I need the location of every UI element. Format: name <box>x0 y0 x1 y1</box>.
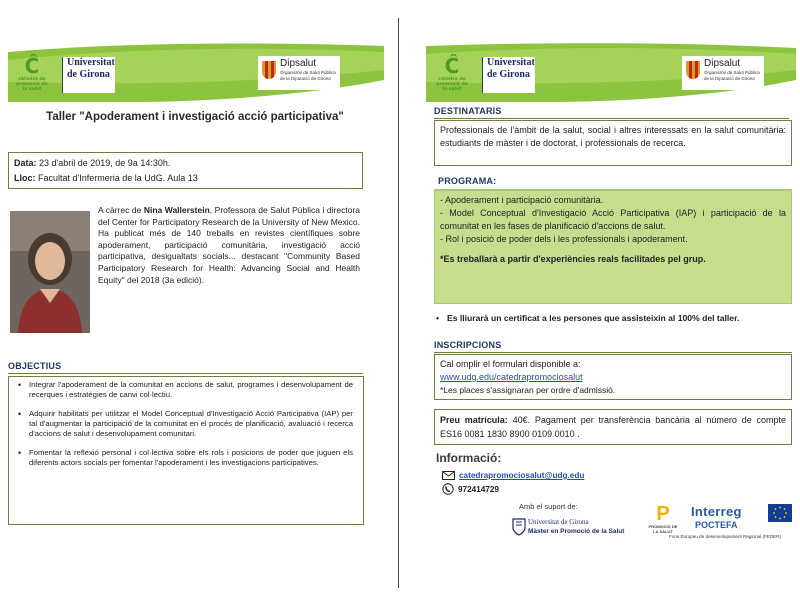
phone-contact <box>442 483 499 495</box>
inscripcions-heading: INSCRIPCIONS <box>434 340 792 353</box>
email-contact <box>442 470 584 481</box>
udg-logo: Universitat de Girona <box>482 57 535 93</box>
page-divider <box>398 18 399 588</box>
list-item: • Adquirir habilitats per utilitzar el Model Conceptual d'Investigació Acció Participativa (IAP) per tal d'augmentar la participació de la comunitat en el procés de planificació, avaluació i recerca d'accions de salut i desenvolupament comunitari. <box>29 409 353 439</box>
list-item: - Apoderament i participació comunitària. <box>440 195 604 205</box>
programa-heading: PROGRAMA: <box>434 176 792 190</box>
destinataris-heading: DESTINATARIS <box>434 106 789 119</box>
informacio-heading: Informació: <box>436 451 502 465</box>
workshop-title: Taller "Apoderament i investigació acció participativa" <box>46 111 344 123</box>
speaker-name: Nina Wallerstein <box>143 205 210 215</box>
catedra-logo: Ĉ càtedra de promoció de la salut <box>16 54 48 92</box>
header-banner <box>426 40 796 102</box>
udg-crest-icon <box>512 518 526 536</box>
phone-number: 972414729 <box>458 484 499 494</box>
date-place-box <box>8 152 363 189</box>
header-banner <box>8 40 384 102</box>
speaker-bio: A càrrec de Nina Wallerstein, Professora de Salut Pública i directora del Center for Participatory Research de la University of New Mexico. Ha publicat més de 140 treballs en revistes científiques sobre apoderament, participació comunitària, investigació acció participativa, desigualtats socials... destacant "Community Based Participatory Research for Health: Advancing Social and Health Equity" del 2018 (3a edició). <box>98 205 360 285</box>
dipsalut-logo: Dipsalut Organisme de Salut Pública de la Diputació de Girona <box>682 56 764 90</box>
dipsalut-shield-icon <box>262 61 276 79</box>
poster-page-2 <box>404 0 800 600</box>
place-line: Lloc: Facultat d'Infermeria de la UdG. Aula 13 <box>14 173 198 183</box>
email-link[interactable]: catedrapromociosalut@udg.edu <box>459 471 585 480</box>
programa-box <box>434 190 792 304</box>
poster-page-1 <box>0 0 392 600</box>
envelope-icon <box>442 471 455 480</box>
list-item: - Model Conceptual d'Investigació Acció Participativa (IAP) i participació de la comunitat en les fases de planificació d'accions de salut. <box>440 208 786 231</box>
catedra-logo: Ĉ càtedra de promoció de la salut <box>436 54 468 92</box>
udg-logo: Universitat de Girona <box>62 57 115 93</box>
support-label: Amb el suport de: <box>519 502 578 511</box>
programa-note: *Es treballarà a partir d'experiències reals facilitades pel grup. <box>440 254 706 264</box>
dipsalut-shield-icon <box>686 61 700 79</box>
speaker-photo <box>10 211 90 333</box>
list-item: • Integrar l'apoderament de la comunitat en accions de salut, programes i desenvolupament de recerques i estratègies de canvi col·lectiu. <box>29 380 353 400</box>
certificate-note: • Es lliurarà un certificat a les persones que assisteixin al 100% del taller. <box>434 312 794 324</box>
eu-flag-icon <box>768 504 792 522</box>
preu-box: Preu matrícula: 40€. Pagament per transferència bancària al número de compte ES16 0081 1830 8900 0109 0010 . <box>434 409 792 445</box>
promocio-salut-logo: P PROMOCIÓ DE LA SALUT <box>648 503 678 534</box>
objectius-box <box>8 376 364 525</box>
date-line: Data: 23 d'abril de 2019, de 9a 14:30h. <box>14 158 171 168</box>
inscripcions-box: Cal omplir el formulari disponible a: www.udg.edu/catedrapromociosalut *Les places s'assignaran per ordre d'admissió. <box>434 354 792 400</box>
destinataris-box: Professionals de l'àmbit de la salut, social i altres interessats en la salut comunitària: estudiants de màster i de doctorat, i professionals de recerca. <box>434 120 792 166</box>
udg-master-logo: Universitat de Girona Màster en Promoció de la Salut <box>510 518 638 536</box>
phone-icon <box>442 483 454 495</box>
registration-link[interactable]: www.udg.edu/catedrapromociosalut <box>440 372 583 382</box>
list-item: - Rol i posició de poder dels i les professionals i apoderament. <box>440 234 688 244</box>
objectius-heading: OBJECTIUS <box>8 361 363 374</box>
dipsalut-logo: Dipsalut Organisme de Salut Pública de la Diputació de Girona <box>258 56 340 90</box>
interreg-poctefa-logo: P PROMOCIÓ DE LA SALUT Interreg POCTEFA Fons Europeu de desenvolupament Regional (FEDER) <box>648 504 794 544</box>
list-item: • Fomentar la reflexió personal i col·lectiva sobre els rols i posicions de poder que juguen els diferents actors socials per fomentar l'apoderament i les investigacions participatives. <box>29 448 353 468</box>
